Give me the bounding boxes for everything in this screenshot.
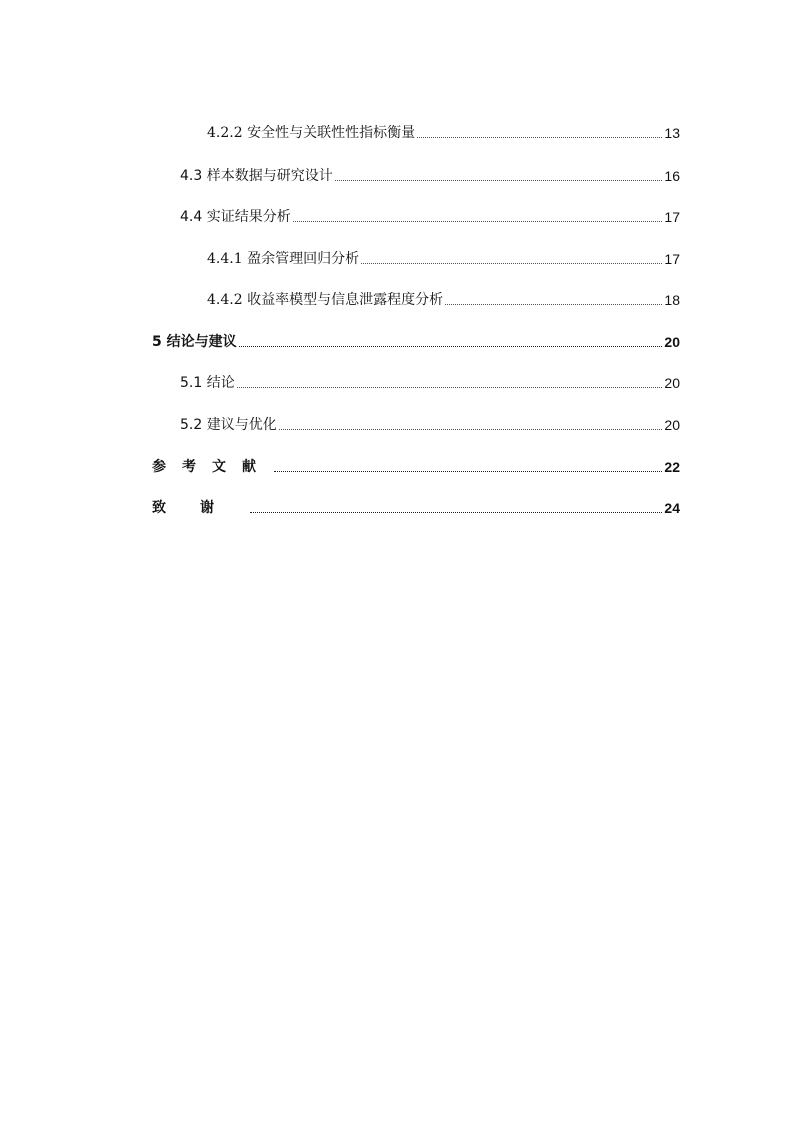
toc-entry-page: 20: [664, 334, 680, 350]
toc-entry-4-4[interactable]: [180, 207, 680, 227]
toc-dot-leader: [237, 387, 663, 388]
toc-entry-4-3[interactable]: [180, 166, 680, 186]
toc-entry-4-4-1[interactable]: [207, 249, 680, 269]
toc-entry-label: 4.4.1 盈余管理回归分析: [207, 251, 360, 267]
toc-entry-4-2-2[interactable]: [207, 123, 680, 143]
toc-entry-label: 参考文献: [152, 459, 272, 475]
toc-dot-leader: [250, 512, 662, 513]
toc-entry-label: 5.1 结论: [180, 375, 235, 391]
toc-dot-leader: [293, 221, 663, 222]
toc-dot-leader: [335, 180, 663, 181]
toc-entry-label: 5.2 建议与优化: [180, 417, 277, 433]
toc-entry-page: 13: [664, 125, 680, 141]
toc-entry-5-1[interactable]: [180, 373, 680, 393]
toc-entry-page: 20: [664, 375, 680, 391]
toc-dot-leader: [361, 263, 662, 264]
toc-entry-4-4-2[interactable]: [207, 290, 680, 310]
toc-entry-5-2[interactable]: [180, 415, 680, 435]
toc-dot-leader: [279, 429, 663, 430]
toc-entry-page: 17: [664, 251, 680, 267]
toc-dot-leader: [417, 137, 662, 138]
toc-entry-page: 22: [664, 459, 680, 475]
toc-entry-page: 16: [664, 168, 680, 184]
toc-entry-page: 24: [664, 500, 680, 516]
toc-entry-label: 4.2.2 安全性与关联性性指标衡量: [207, 125, 416, 141]
toc-entry-page: 18: [664, 292, 680, 308]
toc-entry-acknowledgements[interactable]: [152, 498, 680, 518]
toc-dot-leader: [274, 471, 662, 472]
toc-entry-label: 4.4 实证结果分析: [180, 209, 291, 225]
toc-entry-references[interactable]: [152, 457, 680, 477]
toc-entry-5[interactable]: [152, 332, 680, 352]
toc-entry-page: 17: [664, 209, 680, 225]
toc-entry-label: 4.4.2 收益率模型与信息泄露程度分析: [207, 292, 444, 308]
toc-dot-leader: [445, 304, 662, 305]
toc-entry-label: 致谢: [152, 500, 248, 516]
toc-entry-label: 4.3 样本数据与研究设计: [180, 168, 333, 184]
toc-entry-page: 20: [664, 417, 680, 433]
toc-dot-leader: [239, 346, 663, 347]
toc-entry-label: 5 结论与建议: [152, 334, 237, 350]
